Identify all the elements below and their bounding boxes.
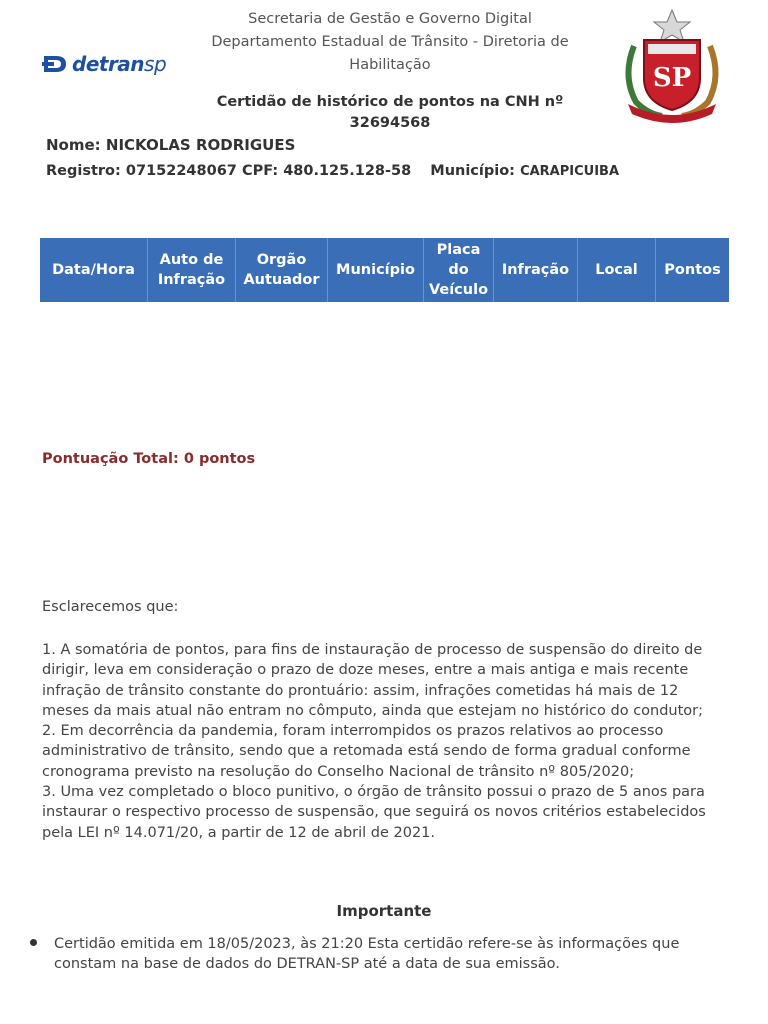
municipio-label: Município: bbox=[430, 163, 515, 179]
cpf-label: CPF: bbox=[241, 163, 279, 179]
clarification-intro: Esclarecemos que: bbox=[42, 599, 179, 615]
col-municipio: Município bbox=[328, 238, 424, 302]
sao-paulo-seal bbox=[614, 6, 730, 130]
logo-detran: detran bbox=[72, 52, 145, 76]
points-table-header bbox=[40, 238, 729, 302]
logo-text bbox=[72, 52, 166, 76]
name-value: NICKOLAS RODRIGUES bbox=[105, 136, 296, 154]
header-line-3: Habilitação bbox=[349, 57, 431, 73]
municipio-value: CARAPICUIBA bbox=[520, 164, 620, 179]
important-title: Importante bbox=[336, 902, 432, 920]
coat-of-arms-icon bbox=[614, 6, 730, 126]
total-value: 0 pontos bbox=[183, 451, 256, 467]
col-pontos: Pontos bbox=[664, 262, 721, 278]
name-label: Nome: bbox=[46, 136, 101, 154]
clarification-item: 2. Em decorrência da pandemia, foram interrompidos os prazos relativos ao processo administrativo de trânsito, sendo que a retomada está sendo de forma gradual conforme cronograma previsto na resolução do Conselho Nacional de trânsito nº 805/2020; bbox=[42, 723, 691, 780]
seal-letters: SP bbox=[652, 63, 692, 93]
detran-sp-logo bbox=[42, 52, 166, 76]
registro-value: 07152248067 bbox=[125, 163, 237, 179]
col-auto-infracao: Auto de Infração bbox=[148, 238, 236, 302]
clarification-list bbox=[42, 640, 722, 843]
header-line-1: Secretaria de Gestão e Governo Digital bbox=[248, 11, 532, 27]
col-data-hora: Data/Hora bbox=[40, 238, 148, 302]
clarification-item: 3. Uma vez completado o bloco punitivo, o órgão de trânsito possui o prazo de 5 anos para instaurar o respectivo processo de suspensão, que seguirá os novos critérios estabelecidos pela LEI nº 14.071/20, a partir de 12 de abril de 2021. bbox=[42, 784, 706, 841]
important-text: Certidão emitida em 18/05/2023, às 21:20 Esta certidão refere-se às informações que constam na base de dados do DETRAN-SP até a data de sua emissão. bbox=[54, 936, 680, 973]
logo-sp: sp bbox=[144, 52, 167, 76]
total-label: Pontuação Total: bbox=[42, 451, 179, 467]
cnh-number: 32694568 bbox=[349, 115, 431, 131]
clarification-item: 1. A somatória de pontos, para fins de instauração de processo de suspensão do direito de dirigir, leva em consideração o prazo de doze meses, entre a mais antiga e mais recente infração de trânsito constante do prontuário: assim, infrações cometidas há mais de 12 meses da mais atual não entram no cômputo, ainda que estejam no histórico do condutor; bbox=[42, 642, 704, 719]
header-institution bbox=[180, 8, 600, 77]
name-line bbox=[46, 136, 295, 154]
certificate-title-text: Certidão de histórico de pontos na CNH nº bbox=[216, 94, 564, 110]
registro-label: Registro: bbox=[46, 163, 121, 179]
col-orgao-autuador: Orgão Autuador bbox=[236, 238, 328, 302]
registration-line bbox=[46, 163, 619, 179]
cpf-value: 480.125.128-58 bbox=[283, 163, 412, 179]
col-infracao: Infração bbox=[494, 238, 578, 302]
header-line-2: Departamento Estadual de Trânsito - Diretoria de bbox=[211, 34, 569, 50]
certificate-title bbox=[180, 92, 600, 134]
col-local: Local bbox=[578, 238, 656, 302]
col-placa-veiculo: Placa do Veículo bbox=[424, 238, 494, 302]
total-points bbox=[42, 451, 255, 467]
bullet-icon bbox=[30, 939, 37, 946]
detran-logo-icon bbox=[42, 53, 68, 75]
